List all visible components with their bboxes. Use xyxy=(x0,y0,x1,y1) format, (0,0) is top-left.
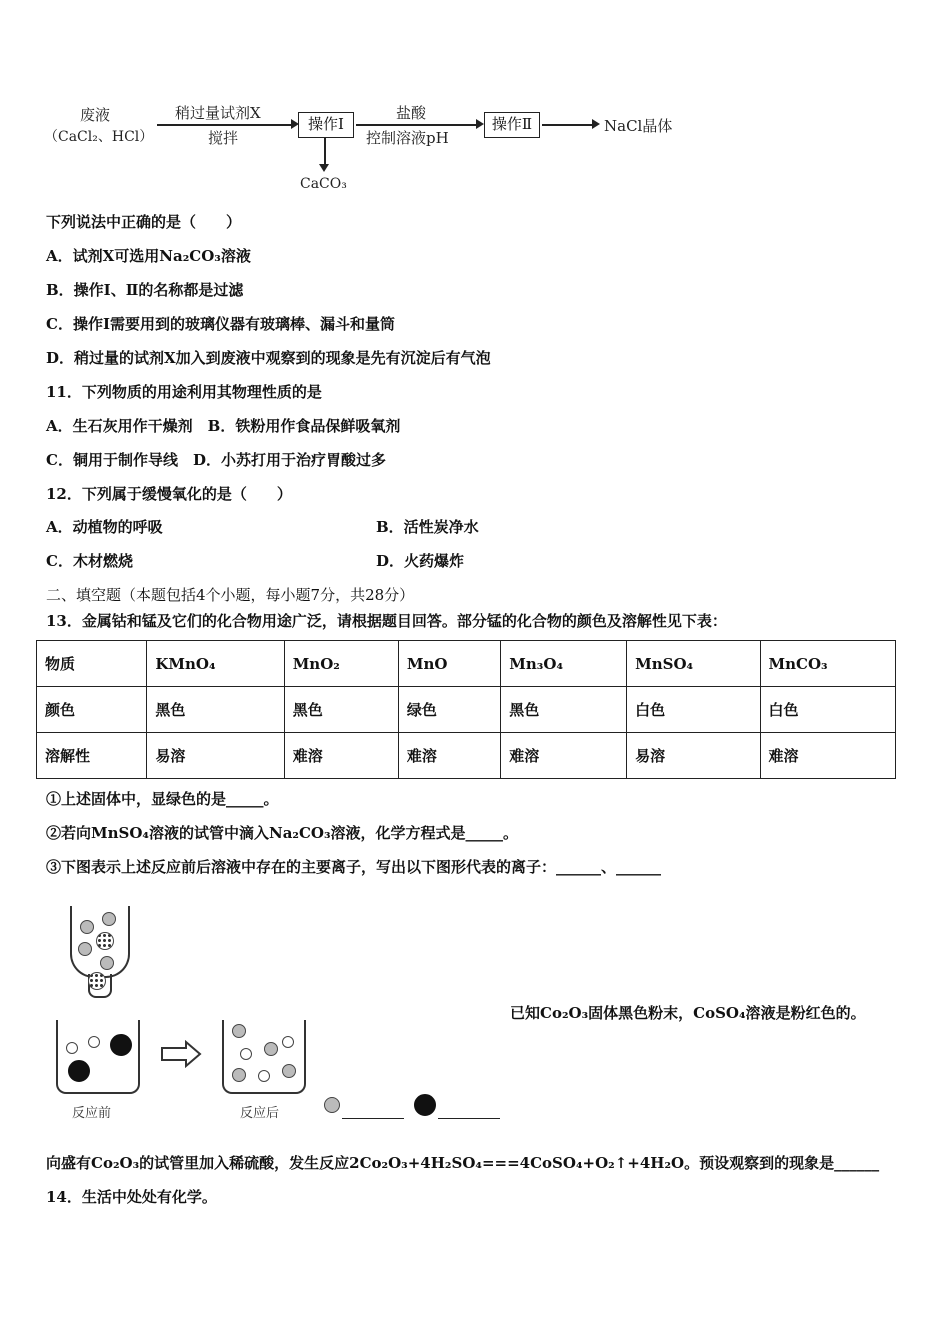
q10-stem: 下列说法中正确的是（ ） xyxy=(46,213,242,231)
table-cell: 绿色 xyxy=(398,687,500,733)
flow-control-ph: 控制溶液pH xyxy=(366,129,449,147)
table-cell: MnSO₄ xyxy=(627,641,760,687)
table-cell: 物质 xyxy=(37,641,147,687)
ion-gray xyxy=(264,1042,278,1056)
flow-arrowhead-down xyxy=(319,164,329,172)
ion-white xyxy=(258,1070,270,1082)
flow-arrow-1 xyxy=(157,124,293,126)
table-cell: Mn₃O₄ xyxy=(501,641,627,687)
ion-dotted xyxy=(96,932,114,950)
flow-operation-2-box: 操作Ⅱ xyxy=(484,112,540,138)
ion-white xyxy=(240,1048,252,1060)
q12-option-d: D．火药爆炸 xyxy=(376,552,465,570)
table-cell: MnO xyxy=(398,641,500,687)
cobalt-reaction-question: 向盛有Co₂O₃的试管里加入稀硫酸，发生反应2Co₂O₃+4H₂SO₄===4CoSO₄+O₂↑+4H₂O。预设观察到的现象是______ xyxy=(46,1154,880,1172)
table-row xyxy=(37,733,896,779)
ion-dotted xyxy=(88,972,106,990)
ion-gray xyxy=(232,1024,246,1038)
table-cell: 难溶 xyxy=(398,733,500,779)
q12-option-b: B．活性炭净水 xyxy=(376,518,479,536)
manganese-compounds-table xyxy=(36,640,896,779)
after-label: 反应后 xyxy=(240,1106,280,1121)
q10-option-c: C．操作Ⅰ需要用到的玻璃仪器有玻璃棒、漏斗和量筒 xyxy=(46,315,395,333)
ion-gray xyxy=(80,920,94,934)
flow-reagent-x: 稍过量试剂X xyxy=(175,104,261,122)
ion-gray-legend xyxy=(324,1097,340,1113)
q10-option-d: D．稍过量的试剂X加入到废液中观察到的现象是先有沉淀后有气泡 xyxy=(46,349,491,367)
q12-option-c: C．木材燃烧 xyxy=(46,552,133,570)
flow-waste-label: 废液 xyxy=(80,106,111,124)
before-label: 反应前 xyxy=(72,1106,112,1121)
q13-part-1: ①上述固体中，显绿色的是_____。 xyxy=(46,790,279,808)
flow-product: NaCl晶体 xyxy=(604,117,673,135)
flow-arrowhead-3 xyxy=(592,119,600,129)
q12-option-a: A．动植物的呼吸 xyxy=(46,518,163,536)
ion-black xyxy=(68,1060,90,1082)
table-cell: 黑色 xyxy=(284,687,398,733)
table-cell: MnCO₃ xyxy=(760,641,895,687)
flow-acid: 盐酸 xyxy=(396,104,427,122)
ion-white xyxy=(282,1036,294,1048)
table-cell: 黑色 xyxy=(501,687,627,733)
ion-gray xyxy=(232,1068,246,1082)
flow-waste-composition: （CaCl₂、HCl） xyxy=(44,129,154,145)
ion-white xyxy=(88,1036,100,1048)
table-cell: MnO₂ xyxy=(284,641,398,687)
q11-options-cd: C．铜用于制作导线 D．小苏打用于治疗胃酸过多 xyxy=(46,451,386,469)
flow-stir: 搅拌 xyxy=(208,129,239,147)
q13-part-2: ②若向MnSO₄溶液的试管中滴入Na₂CO₃溶液，化学方程式是_____。 xyxy=(46,824,519,842)
ion-black xyxy=(110,1034,132,1056)
flow-precipitate: CaCO₃ xyxy=(300,176,347,192)
q10-option-a: A．试剂X可选用Na₂CO₃溶液 xyxy=(46,247,251,265)
flow-operation-1-box: 操作Ⅰ xyxy=(298,112,354,138)
ion-gray xyxy=(78,942,92,956)
table-cell: KMnO₄ xyxy=(147,641,284,687)
ion-gray xyxy=(282,1064,296,1078)
table-cell: 难溶 xyxy=(501,733,627,779)
cobalt-known-info: 已知Co₂O₃固体黑色粉末，CoSO₄溶液是粉红色的。 xyxy=(510,1004,866,1022)
ion-white xyxy=(66,1042,78,1054)
flow-arrowhead-2 xyxy=(476,119,484,129)
table-cell: 易溶 xyxy=(147,733,284,779)
table-cell: 难溶 xyxy=(760,733,895,779)
q10-option-b: B．操作Ⅰ、Ⅱ的名称都是过滤 xyxy=(46,281,244,299)
beaker-before xyxy=(56,1020,140,1094)
flow-arrow-2 xyxy=(356,124,478,126)
answer-blank-2 xyxy=(438,1118,500,1119)
table-cell: 白色 xyxy=(760,687,895,733)
ion-black-legend xyxy=(414,1094,436,1116)
flow-arrow-down xyxy=(324,138,326,166)
table-cell: 黑色 xyxy=(147,687,284,733)
q13-part-3: ③下图表示上述反应前后溶液中存在的主要离子，写出以下图形代表的离子：______、______ xyxy=(46,858,662,876)
flow-arrow-3 xyxy=(542,124,594,126)
q11-options-ab: A．生石灰用作干燥剂 B．铁粉用作食品保鲜吸氧剂 xyxy=(46,417,401,435)
table-header-row xyxy=(37,641,896,687)
table-cell: 溶解性 xyxy=(37,733,147,779)
ion-gray xyxy=(100,956,114,970)
reaction-arrow-icon xyxy=(160,1040,204,1068)
q13-stem: 13．金属钴和锰及它们的化合物用途广泛，请根据题目回答。部分锰的化合物的颜色及溶解性见下表： xyxy=(46,612,727,630)
section-heading: 二、填空题（本题包括4个小题，每小题7分，共28分） xyxy=(46,586,415,604)
table-cell: 颜色 xyxy=(37,687,147,733)
answer-blank-1 xyxy=(342,1118,404,1119)
table-cell: 难溶 xyxy=(284,733,398,779)
q11-stem: 11．下列物质的用途利用其物理性质的是 xyxy=(46,383,322,401)
q14-stem: 14．生活中处处有化学。 xyxy=(46,1188,217,1206)
q12-stem: 12．下列属于缓慢氧化的是（ ） xyxy=(46,485,292,503)
table-cell: 易溶 xyxy=(627,733,760,779)
table-cell: 白色 xyxy=(627,687,760,733)
table-row xyxy=(37,687,896,733)
ion-gray xyxy=(102,912,116,926)
